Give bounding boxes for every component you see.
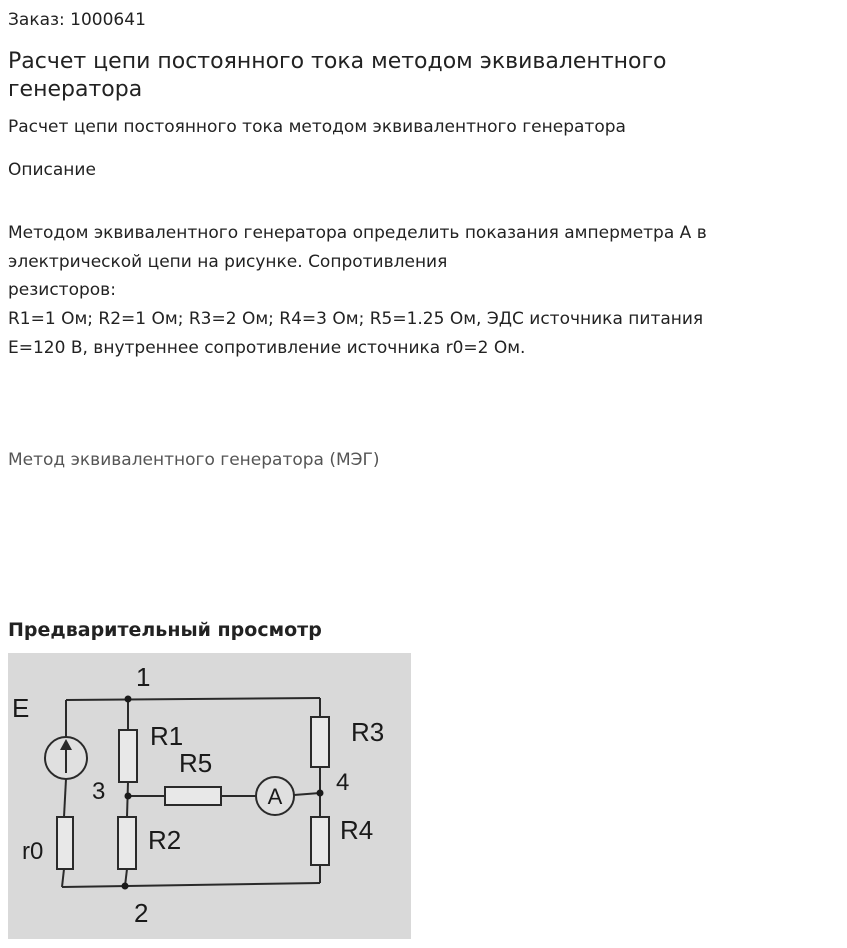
description-line: резисторов: [8,280,116,301]
description-line: E=120 В, внутреннее сопротивление источника r0=2 Ом. [8,337,526,358]
page-subtitle: Расчет цепи постоянного тока методом эквивалентного генератора [8,117,626,137]
r0-label: r0 [22,838,44,865]
r3-label: R3 [351,717,385,747]
node-3-dot [125,793,132,800]
node-2-label: 2 [134,898,149,928]
resistor-r1 [119,730,137,782]
order-number: Заказ: 1000641 [8,10,146,30]
method-link[interactable]: Метод эквивалентного генератора (МЭГ) [8,450,380,470]
ammeter-icon [256,777,294,815]
source-icon [45,737,87,779]
node-1-label: 1 [136,662,151,692]
page-title: Расчет цепи постоянного тока методом эквивалентного генератора [8,49,667,102]
circuit-preview-image[interactable] [8,653,411,939]
resistor-r2 [118,817,136,869]
resistor-r3 [311,717,329,767]
resistor-r4 [311,817,329,865]
r4-label: R4 [340,815,374,845]
node-2-dot [122,883,129,890]
node-3-label: 3 [92,778,106,805]
resistor-r5 [165,787,221,805]
r1-label: R1 [150,721,184,751]
node-4-label: 4 [336,769,350,796]
node-1-dot [125,696,132,703]
description-body [8,219,707,362]
r2-label: R2 [148,825,182,855]
ammeter-label: A [267,784,283,809]
r5-label: R5 [179,748,213,778]
description-heading: Описание [8,160,96,180]
description-line: R1=1 Ом; R2=1 Ом; R3=2 Ом; R4=3 Ом; R5=1.25 Ом, ЭДС источника питания [8,309,704,330]
description-line: Методом эквивалентного генератора определить показания амперметра А в [8,223,707,243]
circuit-diagram [8,653,411,939]
source-label: E [12,693,30,723]
node-4-dot [317,790,324,797]
preview-heading: Предварительный просмотр [8,619,322,641]
description-line: электрической цепи на рисунке. Сопротивления [8,251,448,272]
resistor-r0 [57,817,73,869]
